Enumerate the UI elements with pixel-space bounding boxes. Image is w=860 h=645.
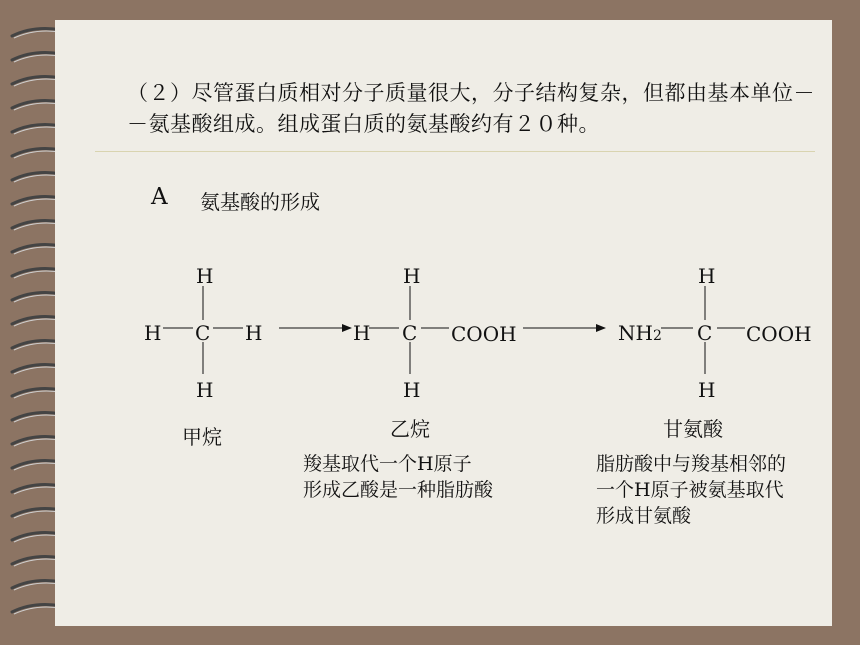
reaction-diagram [55, 20, 832, 626]
glycine-amino-label: NH [618, 321, 653, 345]
methane-top-h: H [196, 264, 214, 288]
glycine-note [596, 451, 786, 529]
glycine-bottom-h: H [698, 378, 716, 402]
ethane-carbon: C [402, 321, 418, 345]
methane-right-h: H [245, 321, 263, 345]
glycine-amino-subscript: 2 [652, 328, 662, 344]
ethane-note-line-1: 羧基取代一个H原子 [303, 453, 472, 475]
methane-left-h: H [144, 321, 162, 345]
ethane-left-h: H [353, 321, 371, 345]
glycine-note-line-2: 一个H原子被氨基取代 [596, 479, 784, 501]
glycine-caption: 甘氨酸 [663, 417, 723, 441]
glycine-note-line-1: 脂肪酸中与羧基相邻的 [596, 453, 787, 475]
intro-paragraph: （２）尽管蛋白质相对分子质量很大，分子结构复杂，但都由基本单位－－氨基酸组成。组成蛋白质的氨基酸约有２０种。 [127, 81, 815, 136]
glycine-cooh: COOH [746, 322, 812, 346]
glycine-top-h: H [698, 264, 716, 288]
ethane-cooh: COOH [451, 322, 517, 346]
ethane-caption: 乙烷 [390, 417, 430, 441]
glycine-carbon: C [697, 321, 713, 345]
ethane-bottom-h: H [403, 378, 421, 402]
section-letter: A [151, 184, 168, 210]
ethane-note [303, 451, 493, 503]
ethane-note-line-2: 形成乙酸是一种脂肪酸 [303, 479, 494, 501]
glycine-amino [618, 321, 662, 345]
glycine-note-line-3: 形成甘氨酸 [596, 505, 692, 527]
ethane-top-h: H [403, 264, 421, 288]
slide-page [55, 20, 832, 626]
methane-bottom-h: H [196, 378, 214, 402]
methane-caption: 甲烷 [182, 425, 222, 449]
section-title: 氨基酸的形成 [200, 190, 320, 214]
methane-carbon: C [195, 321, 211, 345]
